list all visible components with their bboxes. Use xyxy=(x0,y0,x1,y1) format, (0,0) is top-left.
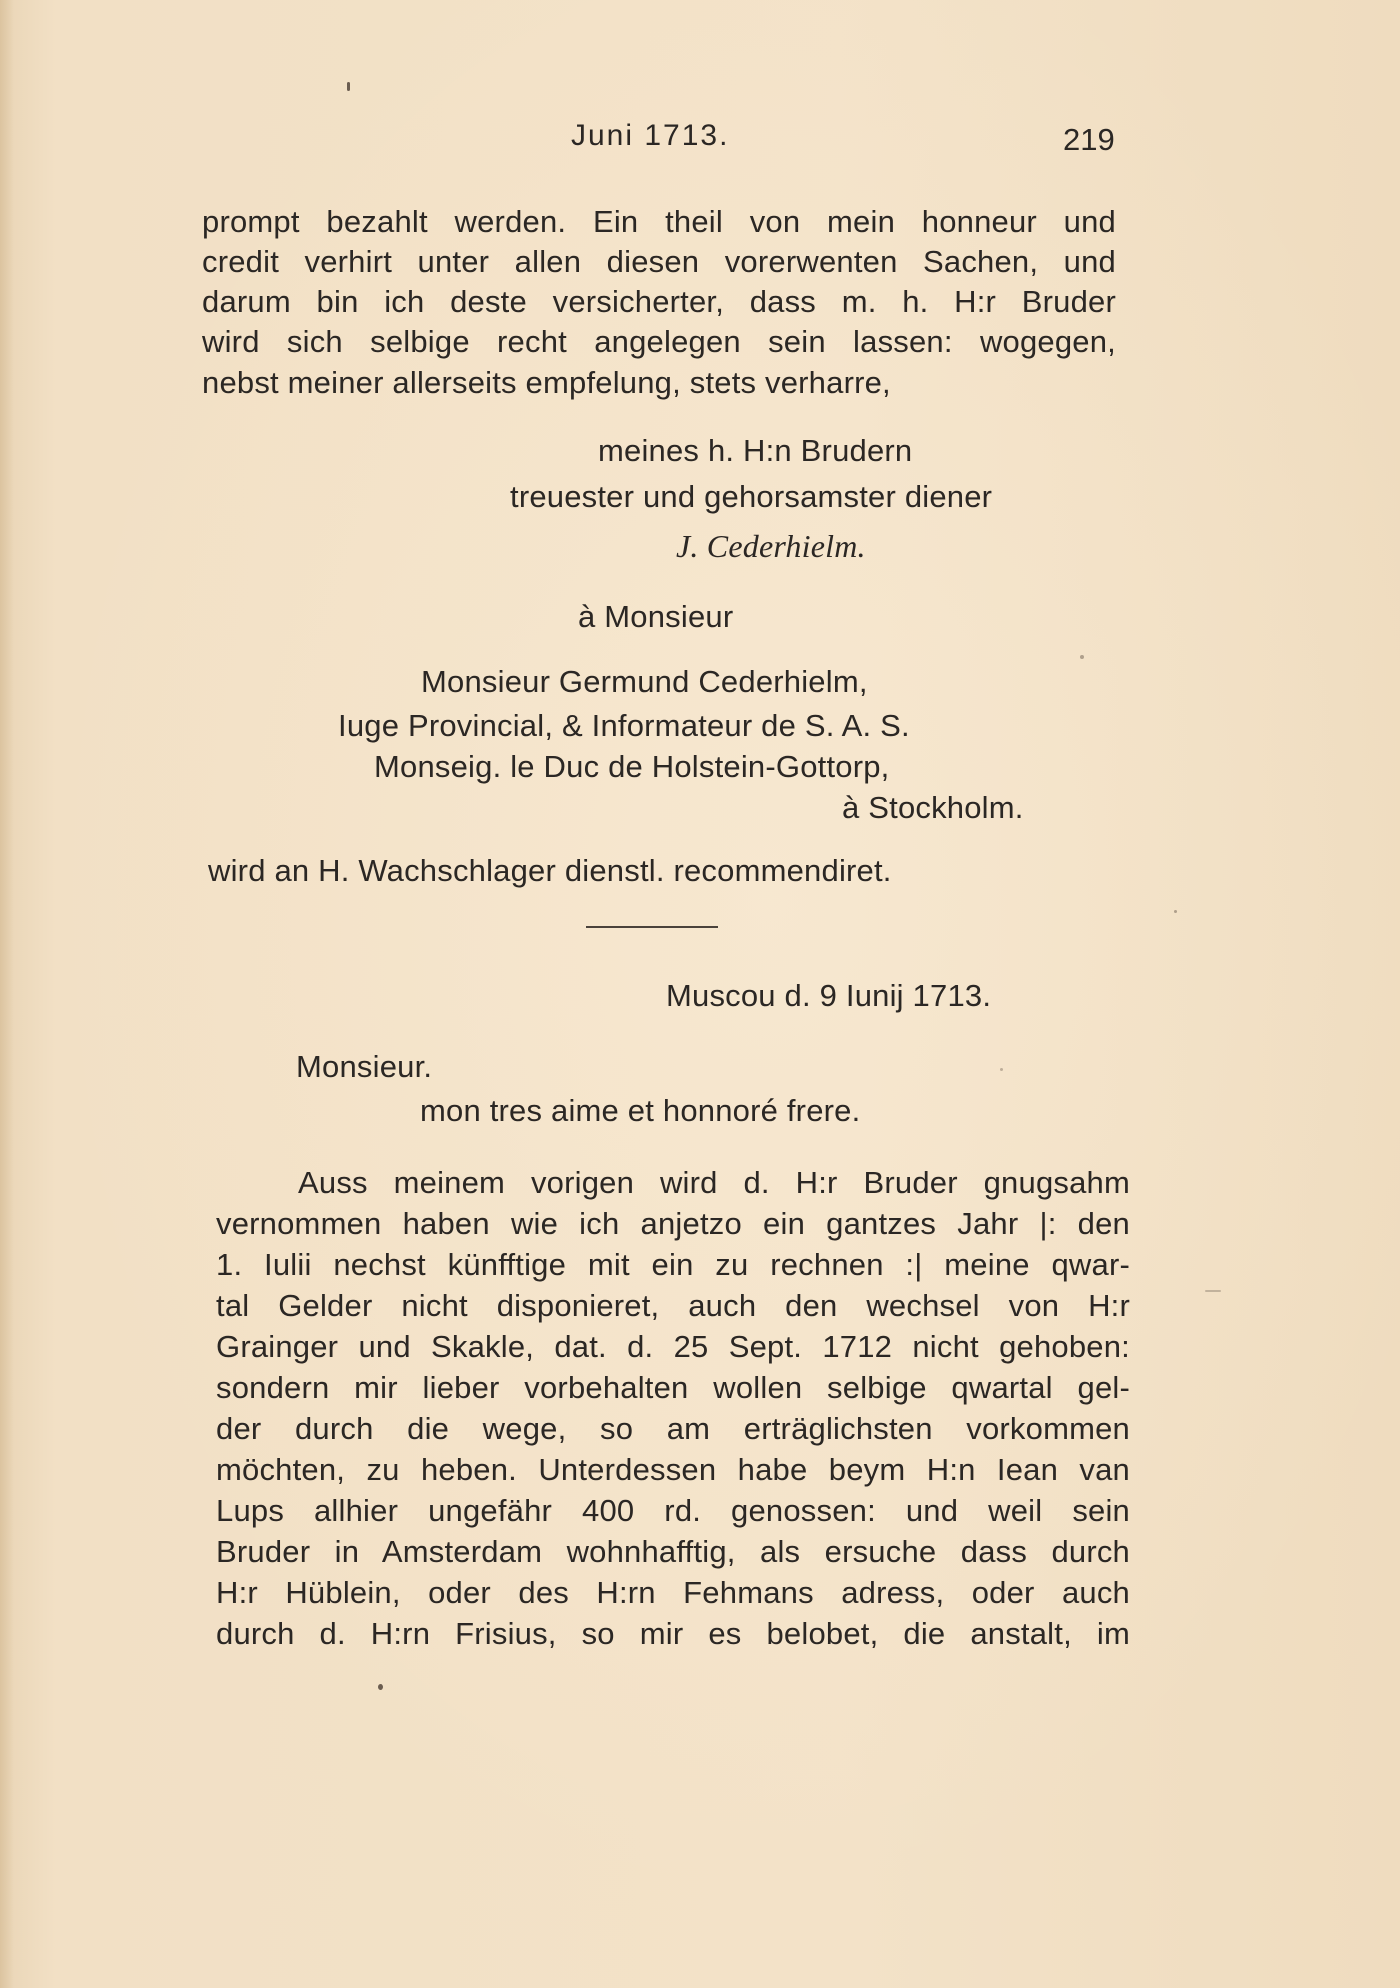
body-line: Grainger und Skakle, dat. d. 25 Sept. 1712 nicht gehoben: xyxy=(216,1329,1130,1364)
signature: J. Cederhielm. xyxy=(676,528,866,564)
closing-line: meines h. H:n Brudern xyxy=(598,433,913,468)
body-line: Lups allhier ungefähr 400 rd. genossen: und weil sein xyxy=(216,1493,1130,1528)
body-line: Bruder in Amsterdam wohnhafftig, als ersuche dass durch xyxy=(216,1534,1130,1569)
address-line: à Monsieur xyxy=(578,599,734,634)
ink-speck xyxy=(347,82,350,91)
page-number: 219 xyxy=(1063,122,1115,157)
body-line: der durch die wege, so am erträglichsten vorkommen xyxy=(216,1411,1130,1446)
ink-speck xyxy=(378,1684,383,1690)
body-line: nebst meiner allerseits empfelung, stets verharre, xyxy=(202,365,891,400)
body-line: darum bin ich deste versicherter, dass m. h. H:r Bruder xyxy=(202,284,1116,319)
ink-speck xyxy=(1080,655,1084,659)
body-line: möchten, zu heben. Unterdessen habe beym H:n Iean van xyxy=(216,1452,1130,1487)
body-line: durch d. H:rn Frisius, so mir es belobet, die anstalt, im xyxy=(216,1616,1130,1651)
body-line: wird sich selbige recht angelegen sein lassen: wogegen, xyxy=(202,324,1116,359)
ink-speck xyxy=(1000,1068,1003,1071)
running-title: Juni 1713. xyxy=(571,119,730,152)
closing-line: treuester und gehorsamster diener xyxy=(510,479,993,514)
section-divider xyxy=(586,926,718,928)
salutation-line: mon tres aime et honnoré frere. xyxy=(420,1093,861,1128)
body-line: credit verhirt unter allen diesen vorerwenten Sachen, und xyxy=(202,244,1116,279)
salutation: Monsieur. xyxy=(296,1049,433,1084)
address-line: à Stockholm. xyxy=(842,790,1024,825)
body-line: tal Gelder nicht disponieret, auch den wechsel von H:r xyxy=(216,1288,1130,1323)
delivery-note: wird an H. Wachschlager dienstl. recommendiret. xyxy=(208,853,892,888)
body-line: Auss meinem vorigen wird d. H:r Bruder gnugsahm xyxy=(298,1165,1130,1200)
body-line: H:r Hüblein, oder des H:rn Fehmans adress, oder auch xyxy=(216,1575,1130,1610)
page-gutter-shadow xyxy=(0,0,14,1988)
address-line: Monsieur Germund Cederhielm, xyxy=(421,664,868,699)
ink-speck xyxy=(1174,910,1177,913)
body-line: prompt bezahlt werden. Ein theil von mein honneur und xyxy=(202,204,1116,239)
body-line: vernommen haben wie ich anjetzo ein gantzes Jahr |: den xyxy=(216,1206,1130,1241)
body-line: 1. Iulii nechst künfftige mit ein zu rechnen :| meine qwar- xyxy=(216,1247,1130,1282)
address-line: Iuge Provincial, & Informateur de S. A. S. xyxy=(338,708,910,743)
body-line: sondern mir lieber vorbehalten wollen selbige qwartal gel- xyxy=(216,1370,1130,1405)
ink-speck xyxy=(1205,1290,1221,1292)
dateline: Muscou d. 9 Iunij 1713. xyxy=(666,978,992,1013)
address-line: Monseig. le Duc de Holstein-Gottorp, xyxy=(374,749,890,784)
